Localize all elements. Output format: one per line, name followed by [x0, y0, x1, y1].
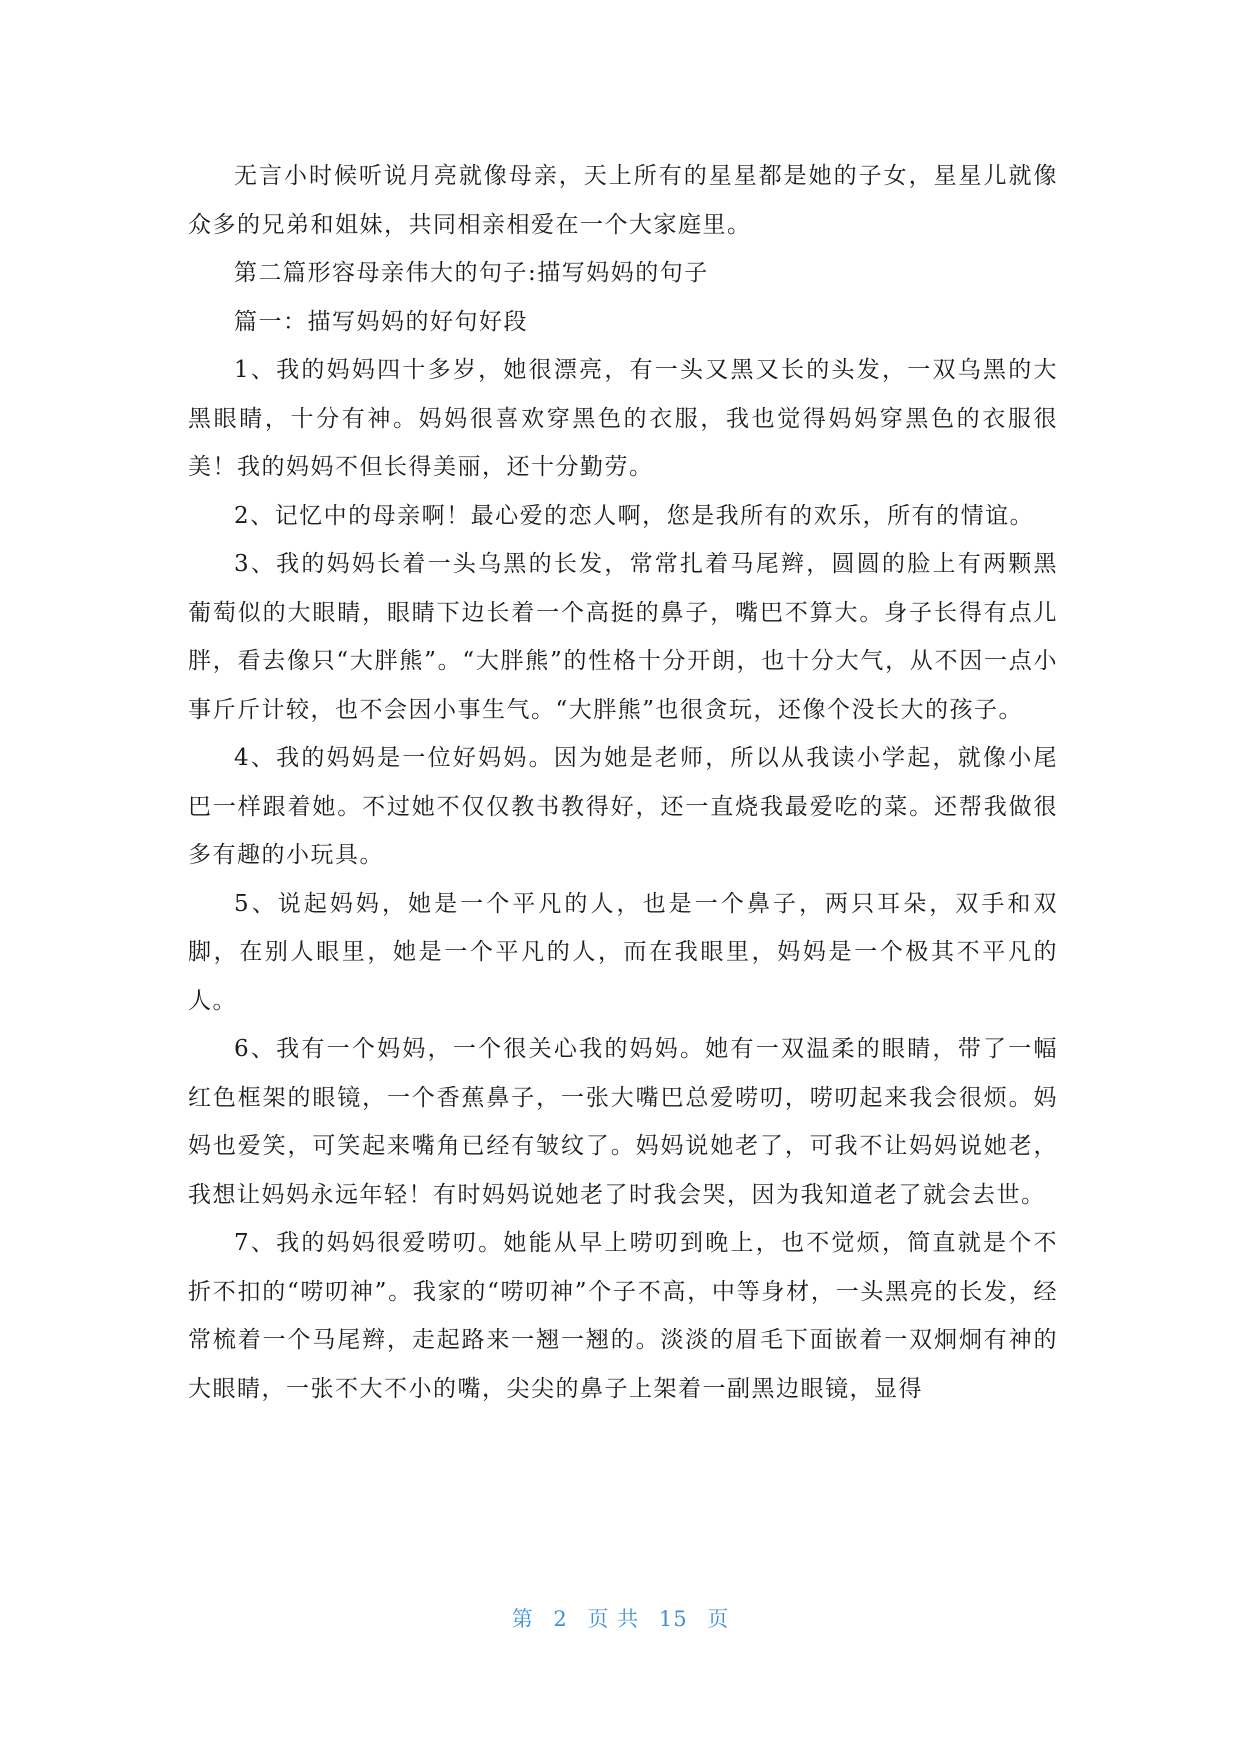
subsection-heading: 篇一：描写妈妈的好句好段: [234, 308, 528, 335]
paragraph-item-2: 2、记忆中的母亲啊！最心爱的恋人啊，您是我所有的欢乐，所有的情谊。: [234, 502, 1035, 529]
footer-current-page: 2: [553, 1607, 568, 1631]
paragraph-item-3: 3、我的妈妈长着一头乌黑的长发，常常扎着马尾辫，圆圆的脸上有两颗黑葡萄似的大眼睛，眼睛下边长着一个高挺的鼻子，嘴巴不算大。身子长得有点儿胖，看去像只“大胖熊”。“大胖熊”的性格十分开朗，也十分大气，从不因一点小事斤斤计较，也不会因小事生气。“大胖熊”也很贪玩，还像个没长大的孩子。: [188, 551, 1058, 723]
paragraph-item-6: 6、我有一个妈妈，一个很关心我的妈妈。她有一双温柔的眼睛，带了一幅红色框架的眼镜，一个香蕉鼻子，一张大嘴巴总爱唠叨，唠叨起来我会很烦。妈妈也爱笑，可笑起来嘴角已经有皱纹了。妈妈说她老了，可我不让妈妈说她老，我想让妈妈永远年轻！有时妈妈说她老了时我会哭，因为我知道老了就会去世。: [188, 1036, 1058, 1208]
section-heading: 第二篇形容母亲伟大的句子:描写妈妈的句子: [234, 260, 709, 286]
paragraph-item-7: 7、我的妈妈很爱唠叨。她能从早上唠叨到晚上，也不觉烦，简直就是个不折不扣的“唠叨神”。我家的“唠叨神”个子不高，中等身材，一头黑亮的长发，经常梳着一个马尾辫，走起路来一翘一翘的。淡淡的眉毛下面嵌着一双炯炯有神的大眼睛，一张不大不小的嘴，尖尖的鼻子上架着一副黑边眼镜，显得: [188, 1230, 1058, 1402]
footer-total-pages: 15: [658, 1607, 688, 1631]
paragraph-item-4: 4、我的妈妈是一位好妈妈。因为她是老师，所以从我读小学起，就像小尾巴一样跟着她。不过她不仅仅教书教得好，还一直烧我最爱吃的菜。还帮我做很多有趣的小玩具。: [188, 745, 1058, 868]
paragraph-item-1: 1、我的妈妈四十多岁，她很漂亮，有一头又黑又长的头发，一双乌黑的大黑眼睛，十分有神。妈妈很喜欢穿黑色的衣服，我也觉得妈妈穿黑色的衣服很美！我的妈妈不但长得美丽，还十分勤劳。: [188, 357, 1058, 480]
page-footer: [0, 1603, 1241, 1633]
footer-middle: 页 共: [587, 1607, 640, 1631]
paragraph-item-5: 5、说起妈妈，她是一个平凡的人，也是一个鼻子，两只耳朵，双手和双脚，在别人眼里，她是一个平凡的人，而在我眼里，妈妈是一个极其不平凡的人。: [188, 890, 1058, 1014]
document-body: [188, 152, 1058, 1413]
paragraph-intro: 无言小时候听说月亮就像母亲，天上所有的星星都是她的子女，星星儿就像众多的兄弟和姐妹，共同相亲相爱在一个大家庭里。: [188, 163, 1058, 238]
footer-prefix: 第: [511, 1607, 534, 1631]
footer-suffix: 页: [707, 1607, 730, 1631]
